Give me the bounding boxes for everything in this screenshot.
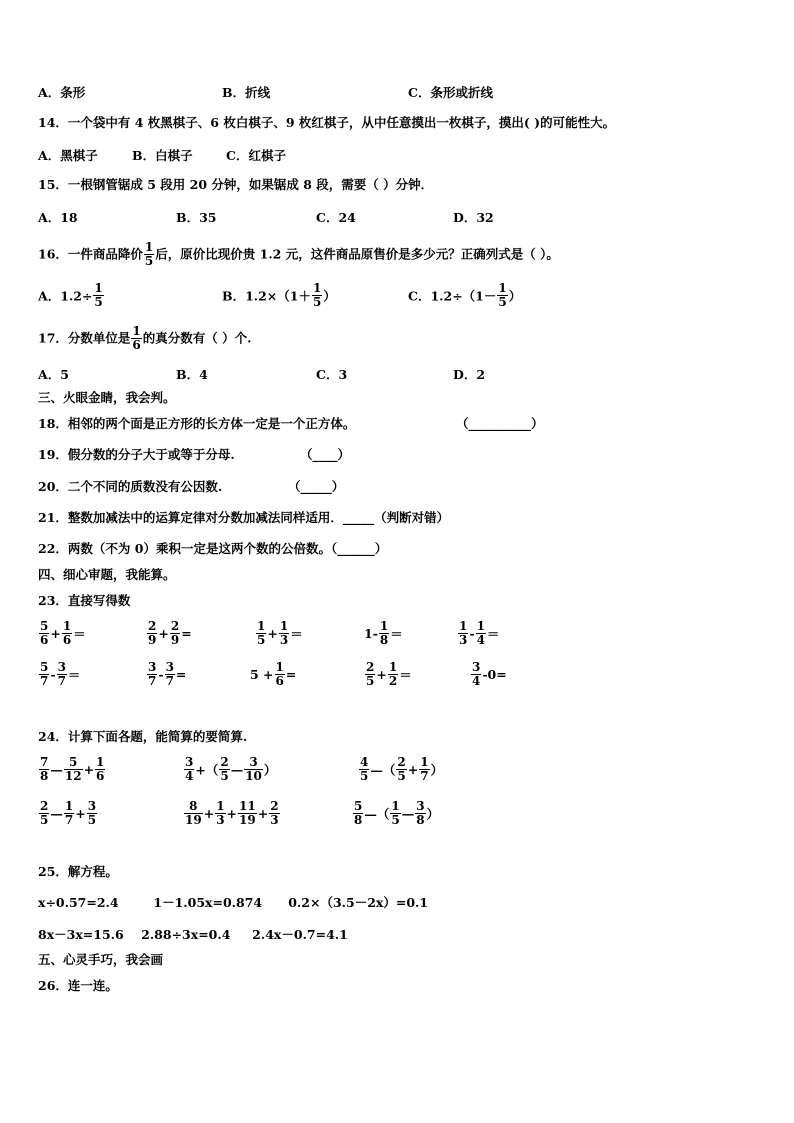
q16-option-c: C．1.2÷（1－ $\frac{1}{5}$ ） [408,281,522,309]
q20-answer-blank[interactable]: （_____） [288,479,345,494]
q23-expr-r1-2: $\frac{2}{9}$ + $\frac{2}{9}$ = [148,619,192,647]
q17-stem: 17．分数单位是 $\frac{1}{6}$ 的真分数有（ ）个. [38,324,252,352]
q24-expr-r2-3: $\frac{5}{8}$ —（ $\frac{1}{5}$ — $\frac{3}{8}$ ） [354,799,440,827]
q25-equations-row-1: x÷0.57=2.4 1－1.05x=0.874 0.2×（3.5－2x）=0.1 [38,895,429,910]
q24-expr-r2-1: $\frac{2}{5}$ — $\frac{1}{7}$ + $\frac{3}{5}$ [40,799,97,827]
q16-stem: 16．一件商品降价 $\frac{1}{5}$ 后，原价比现价贵 1.2 元，这件商品原售价是多少元？正确列式是（ ）。 [38,240,559,268]
q15-option-c: C．24 [316,210,356,225]
q16-option-a: A．1.2÷ $\frac{1}{5}$ [38,281,103,309]
q13-option-b: B．折线 [222,85,271,100]
q18-answer-blank[interactable]: （__________） [456,416,544,431]
q23-expr-r1-3: $\frac{1}{5}$ + $\frac{1}{3}$ ＝ [257,619,303,647]
q25-equations-row-2: 8x－3x=15.6 2.88÷3x=0.4 2.4x－0.7=4.1 [38,927,348,942]
q17-option-c: C．3 [316,367,348,382]
q13-option-c: C．条形或折线 [408,85,493,100]
q14-option-b: B．白棋子 [132,148,193,163]
q23-expr-r2-4: $\frac{2}{5}$ + $\frac{1}{2}$ ＝ [366,660,412,688]
q14-option-a: A．黑棋子 [38,148,98,163]
q17-option-b: B．4 [176,367,208,382]
q14-option-c: C．红棋子 [226,148,286,163]
section-4-heading: 四、细心审题，我能算。 [38,567,176,582]
q24-expr-r1-1: $\frac{7}{8}$ — $\frac{5}{12}$ + $\frac{1}{6}$ [40,755,105,783]
q24-expr-r1-3: $\frac{4}{5}$ —（ $\frac{2}{5}$ + $\frac{1}{7}$ ） [360,755,444,783]
q15-option-d: D．32 [453,210,494,225]
q17-fraction: $\frac{1}{6}$ [132,324,141,352]
q23-expr-r1-4: 1- $\frac{1}{8}$ ＝ [364,619,403,647]
q17-option-d: D．2 [453,367,486,382]
q16-option-b: B．1.2×（1＋ $\frac{1}{5}$ ） [222,281,336,309]
q23-expr-r2-2: $\frac{3}{7}$ - $\frac{3}{7}$ = [148,660,187,688]
q23-expr-r2-5: $\frac{3}{4}$ -0= [472,660,507,688]
q22-stem: 22．两数（不为 0）乘积一定是这两个数的公倍数。（______） [38,541,388,556]
q23-expr-r2-1: $\frac{5}{7}$ - $\frac{3}{7}$ ＝ [40,660,81,688]
q18-stem: 18．相邻的两个面是正方形的长方体一定是一个正方体。 [38,416,356,431]
q19-stem: 19．假分数的分子大于或等于分母. [38,447,235,462]
q15-option-a: A．18 [38,210,78,225]
q15-stem: 15．一根钢管锯成 5 段用 20 分钟，如果锯成 8 段，需要（ ）分钟． [38,177,434,192]
q13-option-a: A．条形 [38,85,86,100]
q23-expr-r2-3: 5 + $\frac{1}{6}$ = [250,660,297,688]
q14-stem: 14．一个袋中有 4 枚黑棋子、6 枚白棋子、9 枚红棋子，从中任意摸出一枚棋子，摸出( )的可能性大。 [38,115,616,130]
q20-stem: 20．二个不同的质数没有公因数. [38,479,223,494]
q16-fraction: $\frac{1}{5}$ [144,240,154,268]
q26-stem: 26．连一连。 [38,978,118,993]
q23-expr-r1-1: $\frac{5}{6}$ + $\frac{1}{6}$ ＝ [40,619,86,647]
q15-option-b: B．35 [176,210,217,225]
section-3-heading: 三、火眼金睛，我会判。 [38,390,176,405]
q24-expr-r1-2: $\frac{3}{4}$ +（ $\frac{2}{5}$ — $\frac{3}{10}$ ） [185,755,277,783]
q24-expr-r2-2: $\frac{8}{19}$ + $\frac{1}{3}$ + $\frac{11}{19}$ + $\frac{2}{3}$ [185,799,279,827]
q21-stem: 21．整数加减法中的运算定律对分数加减法同样适用．_____（判断对错） [38,510,450,525]
q19-answer-blank[interactable]: （____） [300,447,351,462]
q24-title: 24．计算下面各题，能简算的要简算. [38,729,248,744]
q25-title: 25．解方程。 [38,864,118,879]
q23-expr-r1-5: $\frac{1}{3}$ - $\frac{1}{4}$ ＝ [459,619,500,647]
section-5-heading: 五、心灵手巧，我会画 [38,952,164,967]
q23-title: 23．直接写得数 [38,593,131,608]
q17-option-a: A．5 [38,367,69,382]
